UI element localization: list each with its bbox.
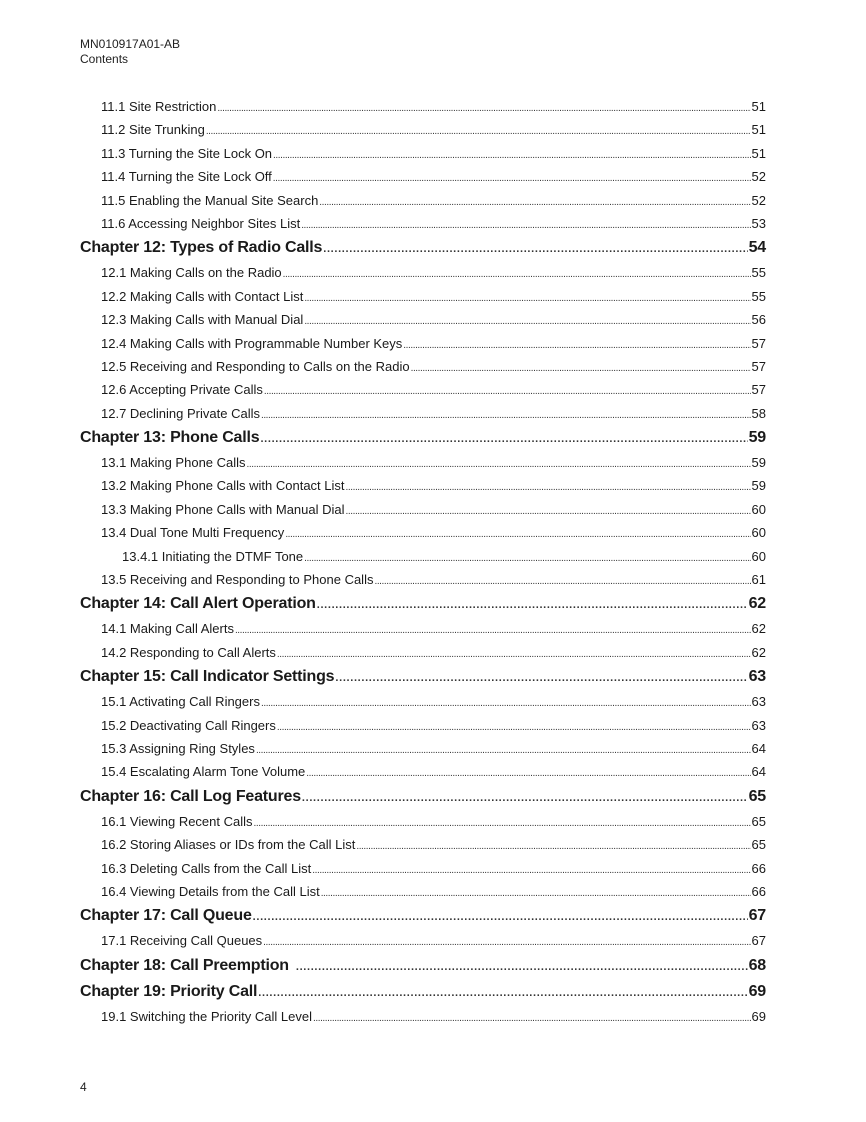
toc-section-entry[interactable] bbox=[80, 617, 766, 640]
dot-leader bbox=[304, 285, 750, 310]
toc-section-entry[interactable] bbox=[80, 929, 766, 952]
dot-leader bbox=[263, 929, 750, 954]
toc-entry-title: 11.4 Turning the Site Lock Off bbox=[101, 169, 272, 185]
dot-leader bbox=[260, 425, 747, 452]
toc-entry-page: 51 bbox=[751, 145, 766, 161]
dot-leader bbox=[261, 690, 751, 715]
toc-section-entry[interactable] bbox=[80, 641, 766, 664]
toc-section-entry[interactable] bbox=[80, 142, 766, 165]
dot-leader bbox=[254, 810, 751, 835]
toc-entry-title: Chapter 14: Call Alert Operation bbox=[80, 595, 316, 613]
toc-chapter-entry[interactable] bbox=[80, 953, 766, 979]
toc-section-entry[interactable] bbox=[80, 857, 766, 880]
page-number: 4 bbox=[80, 1080, 87, 1094]
toc-section-entry[interactable] bbox=[80, 451, 766, 474]
dot-leader bbox=[277, 641, 751, 666]
toc-entry-title: 11.3 Turning the Site Lock On bbox=[101, 145, 273, 161]
toc-entry-title: 13.5 Receiving and Responding to Phone Calls bbox=[101, 572, 374, 588]
toc-entry-page: 53 bbox=[751, 215, 766, 231]
toc-entry-page: 65 bbox=[751, 813, 766, 829]
dot-leader bbox=[346, 498, 751, 523]
toc-entry-page: 65 bbox=[751, 837, 766, 853]
toc-entry-page: 62 bbox=[751, 621, 766, 637]
toc-entry-page: 64 bbox=[751, 740, 766, 756]
dot-leader bbox=[247, 451, 751, 476]
toc-entry-title: 12.3 Making Calls with Manual Dial bbox=[101, 312, 304, 328]
toc-entry-page: 57 bbox=[751, 335, 766, 351]
header-section: Contents bbox=[80, 52, 129, 66]
toc-entry-title: 15.4 Escalating Alarm Tone Volume bbox=[101, 764, 306, 780]
toc-entry-page: 62 bbox=[748, 595, 766, 613]
toc-section-entry[interactable] bbox=[80, 95, 766, 118]
toc-section-entry[interactable] bbox=[80, 474, 766, 497]
toc-section-entry[interactable] bbox=[80, 285, 766, 308]
toc-entry-title: 12.6 Accepting Private Calls bbox=[101, 382, 263, 398]
toc-entry-title: 13.1 Making Phone Calls bbox=[101, 455, 246, 471]
toc-entry-page: 54 bbox=[748, 239, 766, 257]
toc-entry-title: 16.3 Deleting Calls from the Call List bbox=[101, 860, 312, 876]
dot-leader bbox=[296, 953, 748, 980]
doc-id: MN010917A01-AB bbox=[80, 37, 181, 51]
toc-entry-page: 51 bbox=[751, 99, 766, 114]
dot-leader bbox=[304, 545, 750, 570]
dot-leader bbox=[256, 737, 751, 762]
toc-entry-title: 16.1 Viewing Recent Calls bbox=[101, 813, 253, 829]
dot-leader bbox=[374, 568, 750, 593]
toc-section-entry[interactable] bbox=[80, 261, 766, 284]
toc-entry-page: 66 bbox=[751, 883, 766, 899]
toc-section-entry[interactable] bbox=[80, 402, 766, 425]
toc-entry-page: 59 bbox=[751, 455, 766, 471]
toc-entry-title: 12.7 Declining Private Calls bbox=[101, 405, 260, 421]
toc-section-entry[interactable] bbox=[80, 545, 766, 568]
toc-entry-title: 13.4 Dual Tone Multi Frequency bbox=[101, 525, 285, 541]
toc-entry-page: 67 bbox=[751, 933, 766, 949]
dot-leader bbox=[283, 261, 751, 286]
toc-entry-page: 55 bbox=[751, 265, 766, 281]
toc-entry-page: 56 bbox=[751, 312, 766, 328]
dot-leader bbox=[277, 714, 751, 739]
dot-leader bbox=[356, 833, 750, 858]
toc-section-entry[interactable] bbox=[80, 521, 766, 544]
toc-section-entry[interactable] bbox=[80, 737, 766, 760]
dot-leader bbox=[321, 880, 751, 905]
toc-entry-page: 60 bbox=[751, 525, 766, 541]
toc-entry-title: 11.1 Site Restriction bbox=[101, 99, 217, 114]
toc-entry-page: 69 bbox=[751, 1008, 766, 1024]
toc-entry-title: Chapter 16: Call Log Features bbox=[80, 787, 301, 805]
toc-entry-title: 17.1 Receiving Call Queues bbox=[101, 933, 263, 949]
toc-entry-title: 14.1 Making Call Alerts bbox=[101, 621, 234, 637]
dot-leader bbox=[313, 1005, 751, 1030]
toc-entry-title: Chapter 19: Priority Call bbox=[80, 982, 258, 1000]
table-of-contents bbox=[80, 95, 766, 1028]
toc-section-entry[interactable] bbox=[80, 308, 766, 331]
toc-entry-page: 59 bbox=[748, 429, 766, 447]
toc-section-entry[interactable] bbox=[80, 760, 766, 783]
dot-leader bbox=[304, 308, 750, 333]
toc-entry-title: 12.5 Receiving and Responding to Calls on the Radio bbox=[101, 358, 410, 374]
toc-section-entry[interactable] bbox=[80, 189, 766, 212]
toc-entry-page: 63 bbox=[751, 694, 766, 710]
toc-entry-page: 62 bbox=[751, 644, 766, 660]
toc-entry-page: 66 bbox=[751, 860, 766, 876]
dot-leader bbox=[312, 857, 750, 882]
toc-entry-title: 12.4 Making Calls with Programmable Number Keys bbox=[101, 335, 403, 351]
toc-section-entry[interactable] bbox=[80, 568, 766, 591]
dot-leader bbox=[335, 664, 747, 691]
toc-entry-page: 68 bbox=[748, 956, 766, 974]
dot-leader bbox=[411, 355, 751, 380]
toc-section-entry[interactable] bbox=[80, 498, 766, 521]
toc-entry-title: 12.1 Making Calls on the Radio bbox=[101, 265, 282, 281]
toc-entry-title: Chapter 13: Phone Calls bbox=[80, 429, 260, 447]
toc-section-entry[interactable] bbox=[80, 1005, 766, 1028]
page-header bbox=[80, 37, 180, 67]
toc-entry-title: 11.6 Accessing Neighbor Sites List bbox=[101, 215, 301, 231]
toc-entry-page: 64 bbox=[751, 764, 766, 780]
toc-entry-title: 15.1 Activating Call Ringers bbox=[101, 694, 260, 710]
toc-entry-title: 13.2 Making Phone Calls with Contact List bbox=[101, 478, 345, 494]
toc-entry-page: 57 bbox=[751, 358, 766, 374]
toc-chapter-entry[interactable] bbox=[80, 664, 766, 690]
toc-chapter-entry[interactable] bbox=[80, 235, 766, 261]
dot-leader bbox=[258, 979, 747, 1006]
dot-leader bbox=[217, 95, 750, 120]
toc-entry-page: 52 bbox=[751, 192, 766, 208]
toc-entry-page: 67 bbox=[748, 907, 766, 925]
toc-section-entry[interactable] bbox=[80, 833, 766, 856]
toc-section-entry[interactable] bbox=[80, 880, 766, 903]
toc-chapter-entry[interactable] bbox=[80, 784, 766, 810]
toc-entry-title: Chapter 12: Types of Radio Calls bbox=[80, 239, 323, 257]
dot-leader bbox=[302, 784, 748, 811]
toc-entry-title: 16.4 Viewing Details from the Call List bbox=[101, 883, 320, 899]
dot-leader bbox=[273, 165, 751, 190]
toc-entry-title: 16.2 Storing Aliases or IDs from the Call List bbox=[101, 837, 356, 853]
toc-entry-page: 51 bbox=[751, 122, 766, 138]
dot-leader bbox=[261, 402, 751, 427]
toc-entry-title: 13.3 Making Phone Calls with Manual Dial bbox=[101, 501, 345, 517]
dot-leader bbox=[253, 903, 748, 930]
toc-chapter-entry[interactable] bbox=[80, 591, 766, 617]
toc-entry-title: 11.2 Site Trunking bbox=[101, 122, 205, 138]
toc-chapter-entry[interactable] bbox=[80, 979, 766, 1005]
toc-entry-title: 13.4.1 Initiating the DTMF Tone bbox=[122, 548, 304, 564]
toc-entry-title: Chapter 15: Call Indicator Settings bbox=[80, 668, 335, 686]
dot-leader bbox=[323, 235, 747, 262]
toc-section-entry[interactable] bbox=[80, 165, 766, 188]
toc-entry-title: 11.5 Enabling the Manual Site Search bbox=[101, 192, 319, 208]
toc-entry-page: 52 bbox=[751, 169, 766, 185]
toc-entry-page: 60 bbox=[751, 548, 766, 564]
toc-entry-title: 15.3 Assigning Ring Styles bbox=[101, 740, 255, 756]
toc-entry-page: 59 bbox=[751, 478, 766, 494]
toc-section-entry[interactable] bbox=[80, 714, 766, 737]
toc-chapter-entry[interactable] bbox=[80, 903, 766, 929]
toc-entry-title: 15.2 Deactivating Call Ringers bbox=[101, 717, 276, 733]
dot-leader bbox=[273, 142, 751, 167]
toc-entry-title: 14.2 Responding to Call Alerts bbox=[101, 644, 276, 660]
dot-leader bbox=[285, 521, 750, 546]
toc-entry-title: Chapter 17: Call Queue bbox=[80, 907, 252, 925]
toc-entry-page: 65 bbox=[748, 787, 766, 805]
toc-entry-title: Chapter 18: Call Preemption bbox=[80, 956, 289, 974]
toc-entry-page: 61 bbox=[751, 572, 766, 588]
toc-entry-page: 57 bbox=[751, 382, 766, 398]
toc-section-entry[interactable] bbox=[80, 212, 766, 235]
toc-entry-title: 12.2 Making Calls with Contact List bbox=[101, 288, 304, 304]
toc-entry-page: 55 bbox=[751, 288, 766, 304]
dot-leader bbox=[206, 118, 751, 143]
toc-entry-page: 60 bbox=[751, 501, 766, 517]
toc-chapter-entry[interactable] bbox=[80, 425, 766, 451]
toc-entry-title: 19.1 Switching the Priority Call Level bbox=[101, 1008, 312, 1024]
dot-leader bbox=[264, 378, 751, 403]
toc-section-entry[interactable] bbox=[80, 810, 766, 833]
toc-entry-page: 63 bbox=[751, 717, 766, 733]
dot-leader bbox=[235, 617, 751, 642]
dot-leader bbox=[403, 332, 750, 357]
dot-leader bbox=[306, 760, 750, 785]
toc-section-entry[interactable] bbox=[80, 690, 766, 713]
toc-section-entry[interactable] bbox=[80, 332, 766, 355]
toc-entry-page: 58 bbox=[751, 405, 766, 421]
toc-entry-page: 69 bbox=[748, 982, 766, 1000]
toc-section-entry[interactable] bbox=[80, 118, 766, 141]
toc-entry-page: 63 bbox=[748, 668, 766, 686]
dot-leader bbox=[317, 591, 748, 618]
dot-leader bbox=[346, 474, 751, 499]
dot-leader bbox=[301, 212, 750, 237]
toc-section-entry[interactable] bbox=[80, 378, 766, 401]
dot-leader bbox=[319, 189, 750, 214]
toc-section-entry[interactable] bbox=[80, 355, 766, 378]
